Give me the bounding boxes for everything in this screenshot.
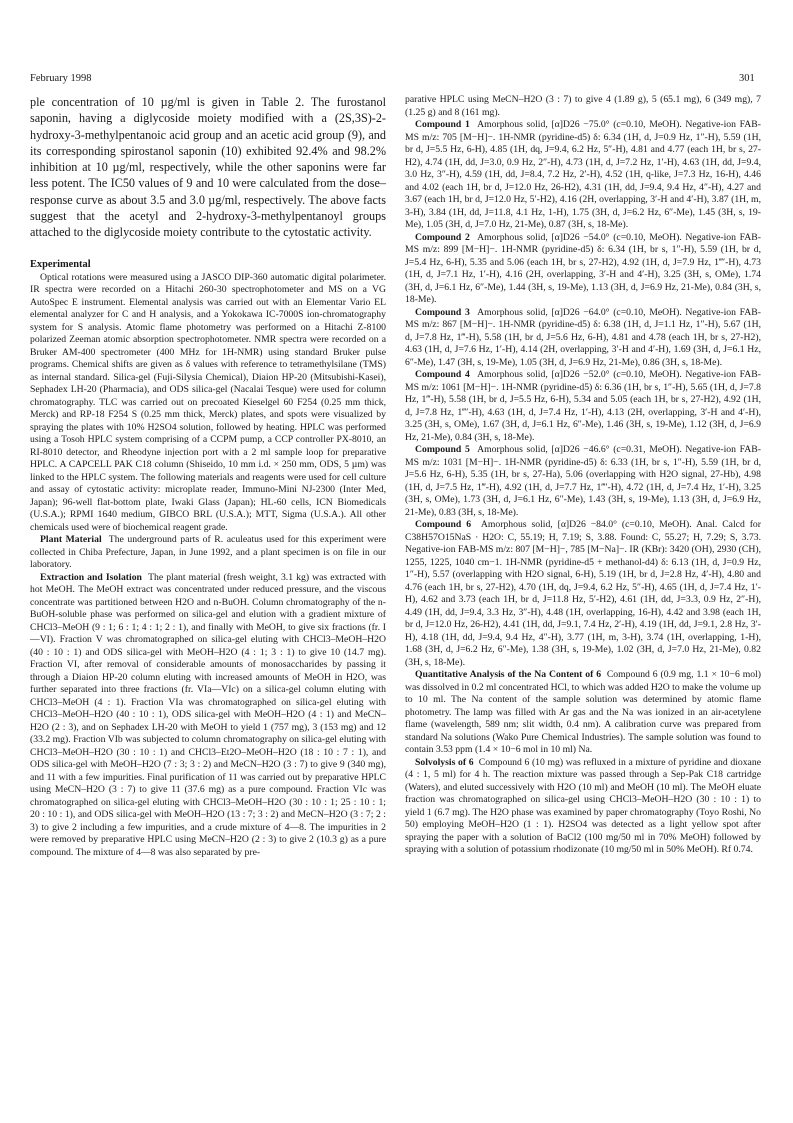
compound-1-paragraph [405, 119, 761, 232]
left-column [30, 94, 386, 859]
compound-6-paragraph [405, 519, 761, 669]
compound-2-heading: Compound 2 [415, 231, 470, 243]
compound-1-heading: Compound 1 [415, 119, 470, 130]
compound-4-heading: Compound 4 [415, 369, 470, 380]
experimental-heading: Experimental [30, 258, 91, 270]
quantitative-analysis-heading: Quantitative Analysis of the Na Content of 6 [415, 669, 602, 680]
solvolysis-paragraph [405, 757, 761, 857]
quantitative-analysis-text: Compound 6 (0.9 mg, 1.1 × 10−6 mol) was dissolved in 0.2 ml concentrated HCl, to which was added H2O to make the volume up to 10 ml. The Na content of the sample solution was determined by atomic flame photometry. The lamp was filled with Ar gas and the Na was ionized in an air-acetylene flame (wavelength, 589 nm; slit width, 0.4 nm). A calibration curve was prepared from standard Na solutions (Wako Pure Chemical Industries). The sample solution was found to contain 3.53 ppm (1.4 × 10−6 mol in 10 ml) Na. [405, 669, 762, 755]
compound-3-heading: Compound 3 [415, 306, 470, 318]
plant-material-heading: Plant Material [40, 534, 102, 546]
extraction-text: The plant material (fresh weight, 3.1 kg) was extracted with hot MeOH. The MeOH extract was concentrated under reduced pressure, and the viscous concentrate was partitioned between H2O and n-BuOH. Column chromatography of the n-BuOH-soluble phase was performed on silica-gel and elution with a gradient mixture of CHCl3–MeOH (9 : 1; 6 : 1; 4 : 1; 2 : 1), and finally with MeOH, to give six fractions (fr. I—VI). Fraction V was chromatographed on silica-gel eluting with CHCl3–MeOH–H2O (40 : 10 : 1) and ODS silica-gel with MeOH–H2O (4 : 1; 3 : 1) to give 10 (14.7 mg). Fraction VI, after removal of considerable amounts of monosaccharides by passing it through a Diaion HP-20 column eluting with increased amounts of MeOH in H2O, was further separated into three fractions (fr. VIa—VIc) on a silica-gel column eluting with CHCl3–MeOH (4 : 1). Fraction VIa was chromatographed on silica-gel eluting with CHCl3–MeOH–H2O (40 : 10 : 1), ODS silica-gel with MeOH–H2O (4 : 1) and MeCN–H2O (2 : 3), and on Sephadex LH-20 with MeOH to yield 1 (757 mg), 3 (153 mg) and 12 (33.2 mg). Fraction VIb was subjected to column chromatography on silica-gel eluting with CHCl3–MeOH–H2O (30 : 10 : 1) and CHCl3–Et2O–MeOH–H2O (18 : 10 : 7 : 1), and ODS silica-gel with MeOH–H2O (7 : 3; 3 : 2) and MeCN–H2O (3 : 7) to give 9 (340 mg), and 11 with a few impurities. Final purification of 11 was carried out by preparative HPLC using MeCN–H2O (3 : 7) to give 11 (37.6 mg) as a pure compound. Fraction VIc was chromatographed on silica-gel eluting with CHCl3–MeOH–H2O (30 : 10 : 1; 25 : 10 : 1; 20 : 10 : 1), and ODS silica-gel with MeOH–H2O (13 : 7; 3 : 2) and MeCN–H2O (3 : 7; 2 : 3) to give 2 including a few impurities, and a crude mixture of 4—8. The impurities in 2 were removed by preparative HPLC using MeCN–H2O (2 : 3) to give 2 (10.3 g) as a pure compound. The mixture of 4—8 was also separated by pre- [30, 571, 387, 858]
running-header-date: February 1998 [30, 73, 92, 84]
compound-3-paragraph [405, 307, 761, 370]
plant-material-text: The underground parts of R. aculeatus used for this experiment were collected in Chiba Prefecture, Japan, in June 1992, and a plant specimen is on file in our laboratory. [30, 534, 387, 571]
compound-6-heading: Compound 6 [415, 519, 472, 530]
compound-1-text: Amorphous solid, [α]D26 −75.0° (c=0.10, MeOH). Negative-ion FAB-MS m/z: 705 [M−H]−. 1H-NMR (pyridine-d5) δ: 6.34 (1H, d, J=0.9 Hz, 1″-H), 5.59 (1H, br d, J=5.5 Hz, 6-H), 4.85 (1H, dq, J=9.4, 6.2 Hz, 5″-H), 4.81 and 4.77 (each 1H, br s, 27-H2), 4.74 (1H, dd, J=3.0, 0.9 Hz, 2″-H), 4.73 (1H, d, J=7.2 Hz, 1′-H), 4.63 (1H, dd, J=9.4, 3.0 Hz, 3″-H), 4.59 (1H, dd, J=8.4, 7.2 Hz, 2′-H), 4.52 (1H, q-like, J=7.3 Hz, 16-H), 4.46 and 4.02 (each 1H, br d, J=12.0 Hz, 26-H2), 4.31 (1H, dd, J=9.4, 9.4 Hz, 4″-H), 4.27 and 3.67 (each 1H, br d, J=12.0 Hz, 5′-H2), 4.16 (2H, overlapping, 3′-H and 4′-H), 3.87 (1H, m, 3-H), 3.84 (1H, dd, J=11.8, 4.1 Hz, 1-H), 1.75 (3H, d, J=6.2 Hz, 6″-Me), 1.45 (3H, s, 19-Me), 1.05 (3H, d, J=7.0 Hz, 21-Me), 0.87 (3H, s, 18-Me). [405, 119, 761, 230]
compound-3-text: Amorphous solid, [α]D26 −64.0° (c=0.10, MeOH). Negative-ion FAB-MS m/z: 867 [M−H]−. 1H-NMR (pyridine-d5) δ: 6.38 (1H, d, J=1.1 Hz, 1″-H), 5.67 (1H, d, J=7.8 Hz, 1‴-H), 5.58 (1H, br d, J=5.6 Hz, 6-H), 4.81 and 4.78 (each 1H, br s, 27-H2), 4.63 (1H, d, J=7.6 Hz, 1′-H), 4.14 (2H, overlapping, 3′-H and 4′-H), 1.69 (3H, d, J=6.1 Hz, 6″-Me), 1.47 (3H, s, 19-Me), 1.05 (3H, d, J=6.9 Hz, 21-Me), 0.86 (3H, s, 18-Me). [405, 306, 761, 368]
compound-2-text: Amorphous solid, [α]D26 −54.0° (c=0.10, MeOH). Negative-ion FAB-MS m/z: 899 [M−H]−. 1H-NMR (pyridine-d5) δ: 6.34 (1H, br s, 1″-H), 5.59 (1H, br d, J=5.4 Hz, 6-H), 5.35 and 5.06 (each 1H, br s, 27-H2), 4.92 (1H, d, J=7.9 Hz, 1‴′-H), 4.73 (1H, d, J=7.1 Hz, 1′-H), 4.16 (2H, overlapping, 3′-H and 4′-H), 3.25 (3H, s, OMe), 1.74 (3H, d, J=6.1 Hz, 6″-Me), 1.44 (3H, s, 19-Me), 1.13 (3H, d, J=6.9 Hz, 21-Me), 0.84 (3H, s, 18-Me). [405, 231, 761, 305]
right-column [405, 94, 761, 857]
solvolysis-heading: Solvolysis of 6 [415, 756, 474, 768]
compound-5-heading: Compound 5 [415, 444, 470, 455]
experimental-paragraph: Optical rotations were measured using a JASCO DIP-360 automatic digital polarimeter. IR spectra were recorded on a Hitachi 260-30 spectrophotometer and MS on a VG AutoSpec E instrument. Elemental analysis was carried out with an Elementar Vario EL elemental analyzer for C and H analysis, and a Yokokawa IC-7000S ion-chromatography system for S analysis. Atomic flame photometry was performed on a Hitachi Z-8100 polarized Zeeman atomic absorption spectrophotometer. NMR spectra were recorded on a Bruker AM-400 spectrometer (400 MHz for 1H-NMR) using standard Bruker pulse programs. Chemical shifts are given as δ values with reference to tetramethylsilane (TMS) as internal standard. Silica-gel (Fuji-Silysia Chemical), Diaion HP-20 (Mitsubishi-Kasei), Sephadex LH-20 (Pharmacia), and ODS silica-gel (Nacalai Tesque) were used for column chromatography. TLC was carried out on precoated Kieselgel 60 F254 (0.25 mm thick, Merck) and RP-18 F254 S (0.25 mm thick, Merck) plates, and spots were visualized by spraying the plates with 10% H2SO4 solution, followed by heating. HPLC was performed using a Tosoh HPLC system comprising of a CCPM pump, a CCP controller PX-8010, an RI-8010 detector, and Rheodyne injection port with a 2 ml sample loop for preparative HPLC. A CAPCELL PAK C18 column (Shiseido, 10 mm i.d. × 250 mm, ODS, 5 µm) was linked to the HPLC system. The following materials and reagents were used for cell culture and assay of cytostatic activity: microplate reader, Immuno-Mini NJ-2300 (Inter Med, Japan); 96-well flat-bottom plate, Iwaki Glass (Japan); HL-60 cells, ICN Biomedicals (U.S.A.); RPMI 1640 medium, GIBCO BRL (U.S.A.); MTT, Sigma (U.S.A.). All other chemicals used were of biochemical reagent grade. [30, 271, 386, 533]
continued-paragraph: parative HPLC using MeCN–H2O (3 : 7) to give 4 (1.89 g), 5 (65.1 mg), 6 (349 mg), 7 (1.25 g) and 8 (161 mg). [405, 94, 761, 118]
extraction-paragraph [30, 572, 386, 860]
compound-4-paragraph [405, 369, 761, 444]
plant-material-paragraph [30, 534, 386, 572]
compound-5-paragraph [405, 444, 761, 519]
compound-5-text: Amorphous solid, [α]D26 −46.6° (c=0.31, MeOH). Negative-ion FAB-MS m/z: 1031 [M−H]−. 1H-NMR (pyridine-d5) δ: 6.33 (1H, br s, 1″-H), 5.59 (1H, br d, J=5.6 Hz, 6-H), 5.35 (1H, br s, 27-Ha), 5.06 (overlapping with H2O signal, 27-Hb), 4.98 (1H, d, J=7.5 Hz, 1‴-H), 4.92 (1H, d, J=7.7 Hz, 1‴′-H), 4.72 (1H, d, J=7.4 Hz, 1′-H), 3.25 (3H, s, OMe), 1.73 (3H, d, J=6.1 Hz, 6″-Me), 1.43 (3H, s, 19-Me), 1.13 (3H, d, J=6.9 Hz, 21-Me), 0.83 (3H, s, 18-Me). [405, 444, 761, 518]
page-number: 301 [739, 73, 755, 84]
compound-4-text: Amorphous solid, [α]D26 −52.0° (c=0.10, MeOH). Negative-ion FAB-MS m/z: 1061 [M−H]−. 1H-NMR (pyridine-d5) δ: 6.36 (1H, br s, 1″-H), 5.65 (1H, d, J=7.8 Hz, 1‴-H), 5.58 (1H, br d, J=5.5 Hz, 6-H), 5.34 and 5.05 (each 1H, br s, 27-H2), 4.92 (1H, d, J=7.8 Hz, 1‴′-H), 4.63 (1H, d, J=7.4 Hz, 1′-H), 4.13 (2H, overlapping, 3′-H and 4′-H), 3.25 (3H, s, OMe), 1.67 (3H, d, J=6.1 Hz, 6″-Me), 1.46 (3H, s, 19-Me), 1.12 (3H, d, J=6.9 Hz, 21-Me), 0.84 (3H, s, 18-Me). [405, 369, 761, 443]
results-paragraph: ple concentration of 10 µg/ml is given in Table 2. The furostanol saponin, having a diglycoside moiety modified with a (2S,3S)-2-hydroxy-3-methylpentanoic acid group and an acetic acid group (9), and its corresponding spirostanol saponin (10) exhibited 92.4% and 98.2% inhibition at 10 µg/ml, respectively, while the other saponins were far less potent. The IC50 values of 9 and 10 were calculated from the dose–response curve as about 3.5 and 3.0 µg/ml, respectively. The above facts suggest that the acetyl and 2-hydroxy-3-methylpentanoyl groups attached to the diglycoside moiety contribute to the cytostatic activity. [30, 95, 386, 240]
solvolysis-text: Compound 6 (10 mg) was refluxed in a mixture of pyridine and dioxane (4 : 1, 5 ml) for 4 h. The reaction mixture was passed through a Sep-Pak C18 cartridge (Waters), and eluted successively with H2O (10 ml) and MeOH (10 ml). The MeOH eluate fraction was chromatographed on silica-gel using CHCl3–MeOH–H2O (30 : 10 : 1) to yield 1 (6.7 mg). The H2O phase was examined by paper chromatography (Toyo Roshi, No 50) employing MeOH–H2O (1 : 1). H2SO4 was detected as a light yellow spot after spraying the paper with a solution of BaCl2 (100 mg/50 ml in 70% MeOH) followed by spraying with a solution of potassium rhodizonate (10 mg/50 ml in 50% MeOH). Rf 0.74. [405, 756, 761, 855]
compound-6-text: Amorphous solid, [α]D26 −84.0° (c=0.10, MeOH). Anal. Calcd for C38H57O15NaS · H2O: C, 55.19; H, 7.19; S, 3.88. Found: C, 55.27; H, 7.29; S, 3.73. Negative-ion FAB-MS m/z: 807 [M−H]−, 785 [M−Na]−. IR (KBr): 3420 (OH), 2930 (CH), 1255, 1225, 1040 cm−1. 1H-NMR (pyridine-d5 + methanol-d4) δ: 6.13 (1H, d, J=0.9 Hz, 1″-H), 5.57 (overlapping with H2O signal, 6-H), 5.19 (1H, br d, J=2.8 Hz, 4′-H), 4.80 and 4.76 (each 1H, br s, 27-H2), 4.70 (1H, dq, J=9.4, 6.2 Hz, 5″-H), 4.65 (1H, d, J=7.4 Hz, 1′-H), 4.62 and 3.73 (each 1H, br d, J=11.8 Hz, 5′-H2), 4.61 (1H, dd, J=3.3, 0.9 Hz, 2″-H), 4.49 (1H, dd, J=9.4, 3.3 Hz, 3″-H), 4.48 (1H, overlapping, 16-H), 4.42 and 3.98 (each 1H, br d, J=12.0 Hz, 26-H2), 4.41 (1H, dd, J=9.1, 7.4 Hz, 2′-H), 4.19 (1H, dd, J=9.1, 2.8 Hz, 3′-H), 4.18 (1H, dd, J=9.4, 9.4 Hz, 4″-H), 3.77 (1H, m, 3-H), 3.74 (1H, overlapping, 1-H), 1.68 (3H, d, J=6.2 Hz, 6″-Me), 1.38 (3H, s, 19-Me), 1.02 (3H, d, J=7.0 Hz, 21-Me), 0.82 (3H, s, 18-Me). [405, 519, 761, 668]
quantitative-analysis-paragraph [405, 669, 761, 757]
extraction-heading: Extraction and Isolation [40, 571, 142, 583]
compound-2-paragraph [405, 232, 761, 307]
